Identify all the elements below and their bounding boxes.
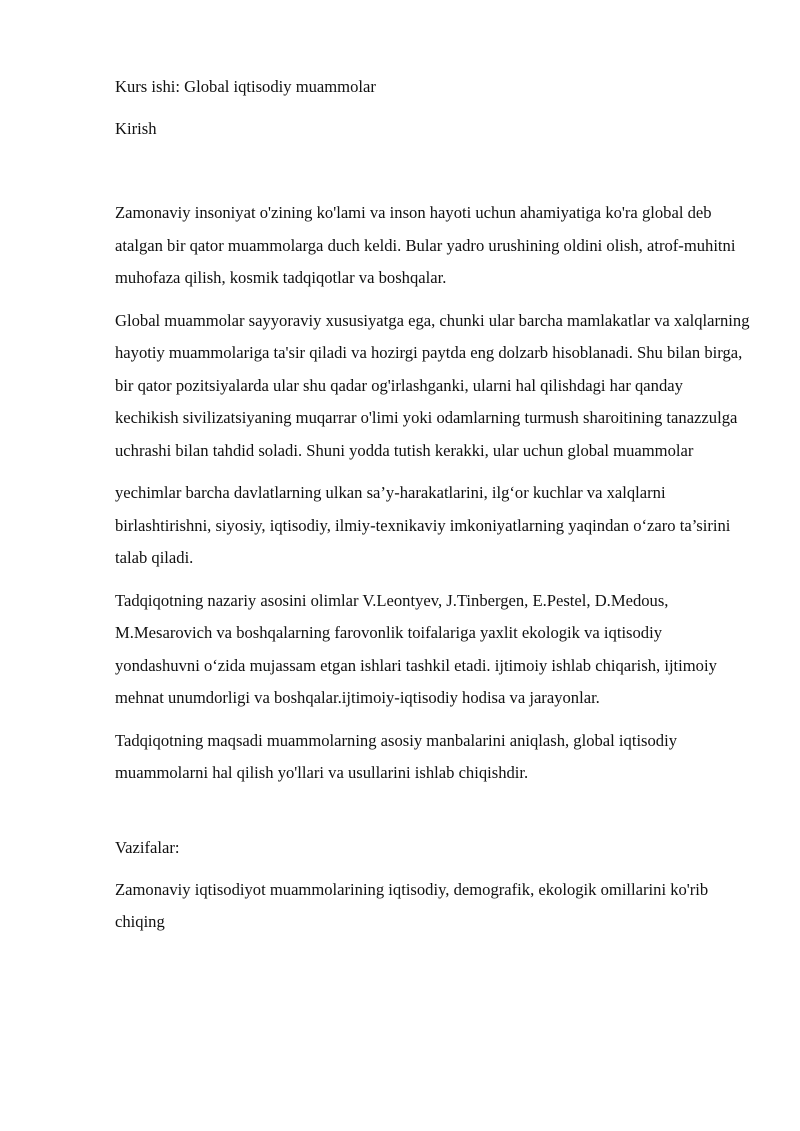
paragraph-1: Zamonaviy insoniyat o'zining ko'lami va inson hayoti uchun ahamiyatiga ko'ra global deb atalgan bir qator muammolarga duch keldi. Bular yadro urushining oldini olish, atrof-muhitni muhofaza qilish, kosmik tadqiqotlar va boshqalar. bbox=[115, 203, 736, 287]
paragraph-3: yechimlar barcha davlatlarning ulkan sa’y-harakatlarini, ilg‘or kuchlar va xalqlarni birlashtirishni, siyosiy, iqtisodiy, ilmiy-texnikaviy imkoniyatlarning yaqindan o‘zaro ta’sirini talab qiladi. bbox=[115, 483, 731, 567]
paragraph-2: Global muammolar sayyoraviy xususiyatga ega, chunki ular barcha mamlakatlar va xalqlarning hayotiy muammolariga ta'sir qiladi va hozirgi paytda eng dolzarb hisoblanadi. Shu bilan birga, bir qator pozitsiyalarda ular shu qadar og'irlashganki, ularni hal qilishdagi har qanday kechikish sivilizatsiyaning muqarrar o'limi yoki odamlarning turmush sharoitining tanazzulga uchrashi bilan tahdid soladi. Shuni yodda tutish kerakki, ular uchun global muammolar bbox=[115, 310, 750, 460]
document-content bbox=[115, 75, 750, 939]
section-heading-intro: Kirish bbox=[115, 119, 157, 138]
paragraph-5: Tadqiqotning maqsadi muammolarning asosiy manbalarini aniqlash, global iqtisodiy muammolarni hal qilish yo'llari va usullarini ishlab chiqishdir. bbox=[115, 730, 678, 782]
tasks-paragraph: Zamonaviy iqtisodiyot muammolarining iqtisodiy, demografik, ekologik omillarini ko'rib chiqing bbox=[115, 879, 709, 931]
paragraph-4: Tadqiqotning nazariy asosini olimlar V.Leontyev, J.Tinbergen, E.Pestel, D.Medous, M.Mesarovich va boshqalarning farovonlik toifalariga yaxlit ekologik va iqtisodiy yondashuvni o‘zida mujassam etgan ishlari tashkil etadi. ijtimoiy ishlab chiqarish, ijtimoiy mehnat unumdorligi va boshqalar.ijtimoiy-iqtisodiy hodisa va jarayonlar. bbox=[115, 590, 717, 707]
document-title: Kurs ishi: Global iqtisodiy muammolar bbox=[115, 77, 376, 96]
section-heading-tasks: Vazifalar: bbox=[115, 837, 180, 857]
